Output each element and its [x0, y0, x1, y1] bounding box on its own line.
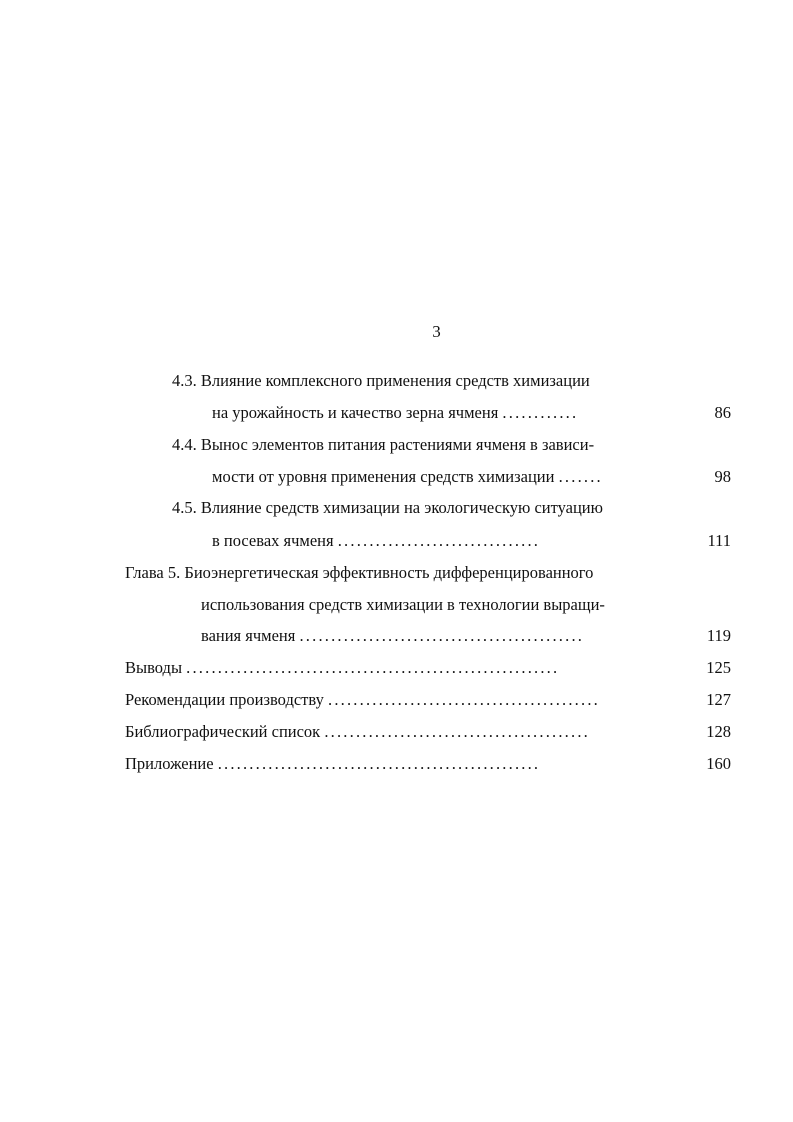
toc-entry-4-4-page: 98	[714, 467, 731, 486]
toc-entry-bibliography: Библиографический список ..........................................	[125, 722, 590, 741]
toc-entry-chapter-5-line-2: использования средств химизации в технологии выращи-	[201, 595, 605, 614]
toc-entry-conclusions: Выводы ...........................................................	[125, 658, 560, 677]
toc-entry-chapter-5-line-3: вания ячменя .............................................	[201, 626, 585, 645]
toc-entry-chapter-5-line-1: Глава 5. Биоэнергетическая эффективность дифференцированного	[125, 563, 594, 582]
toc-entry-4-5-line-1: 4.5. Влияние средств химизации на экологическую ситуацию	[172, 498, 603, 517]
toc-entry-recommendations: Рекомендации производству ...........................................	[125, 690, 600, 709]
toc-entry-appendix: Приложение ...................................................	[125, 754, 541, 773]
toc-entry-bibliography-page: 128	[706, 722, 731, 741]
page-number: 3	[432, 322, 441, 341]
toc-entry-4-4-line-2: мости от уровня применения средств химизации .......	[212, 467, 603, 486]
toc-entry-appendix-page: 160	[706, 754, 731, 773]
toc-entry-4-3-line-2: на урожайность и качество зерна ячменя ............	[212, 403, 579, 422]
toc-entry-recommendations-page: 127	[706, 690, 731, 709]
toc-entry-4-4-line-1: 4.4. Вынос элементов питания растениями ячменя в зависи-	[172, 435, 595, 454]
toc-entry-4-3-line-1: 4.3. Влияние комплексного применения средств химизации	[172, 371, 590, 390]
toc-entry-conclusions-page: 125	[706, 658, 731, 677]
toc-entry-chapter-5-page: 119	[706, 626, 731, 645]
toc-entry-4-3-page: 86	[714, 403, 731, 422]
toc-entry-4-5-line-2: в посевах ячменя ................................	[212, 531, 541, 550]
toc-entry-4-5-page: 111	[707, 531, 731, 550]
